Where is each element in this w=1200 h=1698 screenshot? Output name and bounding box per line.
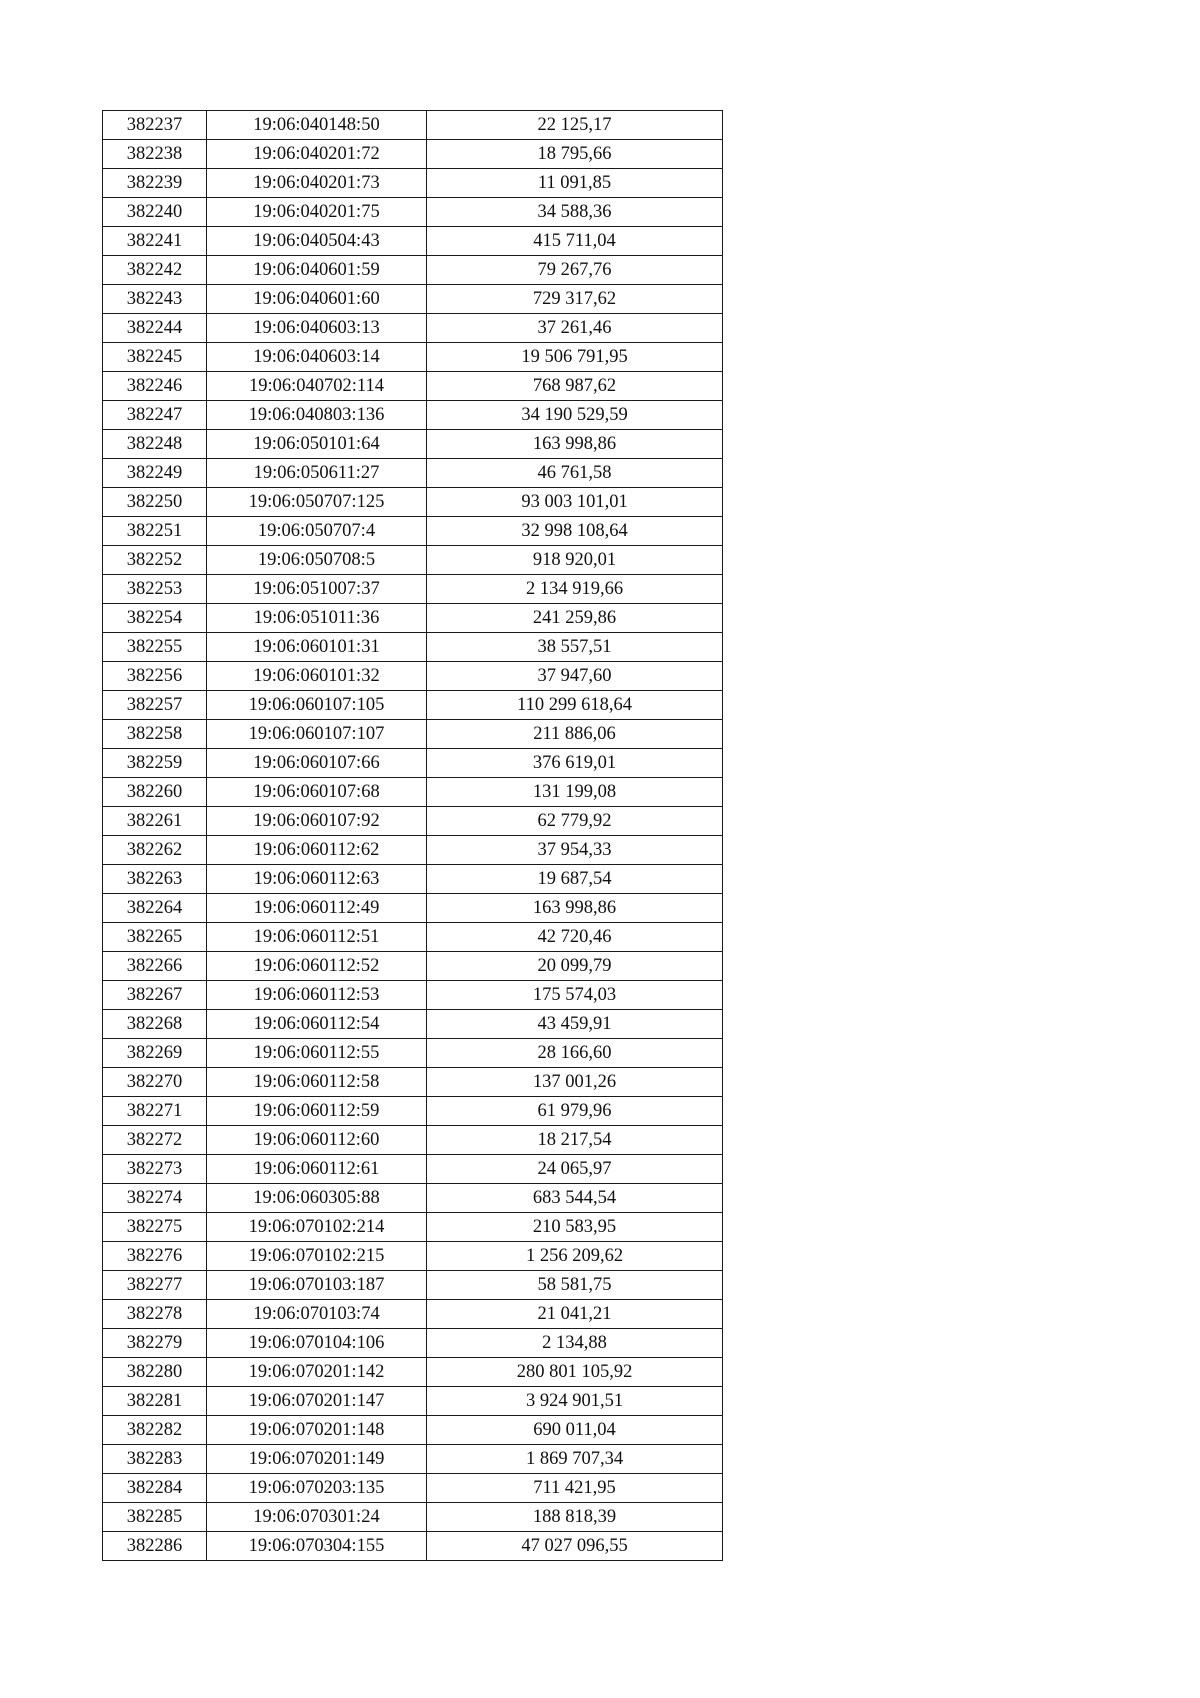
cadastral-number-cell: 19:06:040201:72 bbox=[207, 140, 427, 169]
table-row bbox=[103, 488, 723, 517]
row-number-cell: 382276 bbox=[103, 1242, 207, 1271]
cadastral-value-cell: 683 544,54 bbox=[427, 1184, 723, 1213]
cadastral-value-cell: 46 761,58 bbox=[427, 459, 723, 488]
cadastral-number-cell: 19:06:060112:60 bbox=[207, 1126, 427, 1155]
table-row bbox=[103, 1271, 723, 1300]
cadastral-value-cell: 163 998,86 bbox=[427, 894, 723, 923]
cadastral-number-cell: 19:06:060112:55 bbox=[207, 1039, 427, 1068]
cadastral-number-cell: 19:06:070201:148 bbox=[207, 1416, 427, 1445]
row-number-cell: 382280 bbox=[103, 1358, 207, 1387]
row-number-cell: 382285 bbox=[103, 1503, 207, 1532]
row-number-cell: 382256 bbox=[103, 662, 207, 691]
table-row bbox=[103, 1474, 723, 1503]
row-number-cell: 382238 bbox=[103, 140, 207, 169]
row-number-cell: 382261 bbox=[103, 807, 207, 836]
cadastral-number-cell: 19:06:060112:59 bbox=[207, 1097, 427, 1126]
cadastral-number-cell: 19:06:051011:36 bbox=[207, 604, 427, 633]
row-number-cell: 382270 bbox=[103, 1068, 207, 1097]
table-row bbox=[103, 894, 723, 923]
row-number-cell: 382268 bbox=[103, 1010, 207, 1039]
table-row bbox=[103, 575, 723, 604]
table-row bbox=[103, 952, 723, 981]
cadastral-value-cell: 210 583,95 bbox=[427, 1213, 723, 1242]
table-row bbox=[103, 111, 723, 140]
row-number-cell: 382282 bbox=[103, 1416, 207, 1445]
cadastral-number-cell: 19:06:050707:4 bbox=[207, 517, 427, 546]
cadastral-value-cell: 729 317,62 bbox=[427, 285, 723, 314]
cadastral-number-cell: 19:06:070201:142 bbox=[207, 1358, 427, 1387]
table-row bbox=[103, 662, 723, 691]
table-row bbox=[103, 1242, 723, 1271]
cadastral-number-cell: 19:06:070104:106 bbox=[207, 1329, 427, 1358]
table-row bbox=[103, 923, 723, 952]
cadastral-number-cell: 19:06:040148:50 bbox=[207, 111, 427, 140]
row-number-cell: 382269 bbox=[103, 1039, 207, 1068]
cadastral-number-cell: 19:06:070102:215 bbox=[207, 1242, 427, 1271]
row-number-cell: 382272 bbox=[103, 1126, 207, 1155]
cadastral-number-cell: 19:06:050101:64 bbox=[207, 430, 427, 459]
cadastral-number-cell: 19:06:060112:51 bbox=[207, 923, 427, 952]
table-row bbox=[103, 1039, 723, 1068]
cadastral-value-cell: 11 091,85 bbox=[427, 169, 723, 198]
row-number-cell: 382258 bbox=[103, 720, 207, 749]
row-number-cell: 382241 bbox=[103, 227, 207, 256]
table-row bbox=[103, 1300, 723, 1329]
table-row bbox=[103, 691, 723, 720]
cadastral-number-cell: 19:06:040201:73 bbox=[207, 169, 427, 198]
cadastral-number-cell: 19:06:060101:31 bbox=[207, 633, 427, 662]
cadastral-value-cell: 131 199,08 bbox=[427, 778, 723, 807]
table-row bbox=[103, 256, 723, 285]
cadastral-number-cell: 19:06:060112:63 bbox=[207, 865, 427, 894]
cadastral-number-cell: 19:06:060107:92 bbox=[207, 807, 427, 836]
table-row bbox=[103, 720, 723, 749]
table-row bbox=[103, 1155, 723, 1184]
cadastral-number-cell: 19:06:050708:5 bbox=[207, 546, 427, 575]
table-row bbox=[103, 517, 723, 546]
cadastral-value-cell: 37 261,46 bbox=[427, 314, 723, 343]
table-row bbox=[103, 198, 723, 227]
row-number-cell: 382262 bbox=[103, 836, 207, 865]
table-row bbox=[103, 546, 723, 575]
row-number-cell: 382244 bbox=[103, 314, 207, 343]
table-row bbox=[103, 140, 723, 169]
cadastral-number-cell: 19:06:060112:62 bbox=[207, 836, 427, 865]
cadastral-number-cell: 19:06:070201:147 bbox=[207, 1387, 427, 1416]
table-row bbox=[103, 807, 723, 836]
table-row bbox=[103, 314, 723, 343]
row-number-cell: 382263 bbox=[103, 865, 207, 894]
row-number-cell: 382243 bbox=[103, 285, 207, 314]
row-number-cell: 382274 bbox=[103, 1184, 207, 1213]
cadastral-value-cell: 1 869 707,34 bbox=[427, 1445, 723, 1474]
cadastral-number-cell: 19:06:060107:68 bbox=[207, 778, 427, 807]
table-row bbox=[103, 372, 723, 401]
cadastral-number-cell: 19:06:050611:27 bbox=[207, 459, 427, 488]
cadastral-number-cell: 19:06:060112:49 bbox=[207, 894, 427, 923]
cadastral-value-cell: 110 299 618,64 bbox=[427, 691, 723, 720]
table-row bbox=[103, 1213, 723, 1242]
table-row bbox=[103, 227, 723, 256]
cadastral-value-table bbox=[102, 110, 723, 1561]
cadastral-value-cell: 22 125,17 bbox=[427, 111, 723, 140]
cadastral-value-cell: 18 217,54 bbox=[427, 1126, 723, 1155]
cadastral-value-cell: 2 134,88 bbox=[427, 1329, 723, 1358]
row-number-cell: 382273 bbox=[103, 1155, 207, 1184]
row-number-cell: 382242 bbox=[103, 256, 207, 285]
row-number-cell: 382277 bbox=[103, 1271, 207, 1300]
row-number-cell: 382253 bbox=[103, 575, 207, 604]
cadastral-number-cell: 19:06:040603:13 bbox=[207, 314, 427, 343]
cadastral-value-cell: 137 001,26 bbox=[427, 1068, 723, 1097]
row-number-cell: 382259 bbox=[103, 749, 207, 778]
cadastral-value-cell: 690 011,04 bbox=[427, 1416, 723, 1445]
cadastral-value-cell: 34 588,36 bbox=[427, 198, 723, 227]
row-number-cell: 382255 bbox=[103, 633, 207, 662]
row-number-cell: 382254 bbox=[103, 604, 207, 633]
cadastral-value-cell: 711 421,95 bbox=[427, 1474, 723, 1503]
row-number-cell: 382281 bbox=[103, 1387, 207, 1416]
cadastral-number-cell: 19:06:060112:58 bbox=[207, 1068, 427, 1097]
row-number-cell: 382264 bbox=[103, 894, 207, 923]
cadastral-value-cell: 19 687,54 bbox=[427, 865, 723, 894]
table-row bbox=[103, 285, 723, 314]
cadastral-number-cell: 19:06:060112:61 bbox=[207, 1155, 427, 1184]
row-number-cell: 382250 bbox=[103, 488, 207, 517]
cadastral-value-cell: 24 065,97 bbox=[427, 1155, 723, 1184]
cadastral-value-cell: 19 506 791,95 bbox=[427, 343, 723, 372]
row-number-cell: 382266 bbox=[103, 952, 207, 981]
cadastral-value-cell: 62 779,92 bbox=[427, 807, 723, 836]
cadastral-value-cell: 28 166,60 bbox=[427, 1039, 723, 1068]
table-row bbox=[103, 430, 723, 459]
cadastral-value-cell: 79 267,76 bbox=[427, 256, 723, 285]
cadastral-number-cell: 19:06:070103:187 bbox=[207, 1271, 427, 1300]
cadastral-number-cell: 19:06:060107:66 bbox=[207, 749, 427, 778]
table-row bbox=[103, 1126, 723, 1155]
cadastral-value-cell: 163 998,86 bbox=[427, 430, 723, 459]
cadastral-number-cell: 19:06:060112:53 bbox=[207, 981, 427, 1010]
cadastral-value-cell: 768 987,62 bbox=[427, 372, 723, 401]
cadastral-value-cell: 58 581,75 bbox=[427, 1271, 723, 1300]
table-row bbox=[103, 836, 723, 865]
row-number-cell: 382265 bbox=[103, 923, 207, 952]
cadastral-value-cell: 34 190 529,59 bbox=[427, 401, 723, 430]
row-number-cell: 382245 bbox=[103, 343, 207, 372]
cadastral-value-cell: 2 134 919,66 bbox=[427, 575, 723, 604]
row-number-cell: 382283 bbox=[103, 1445, 207, 1474]
cadastral-value-cell: 175 574,03 bbox=[427, 981, 723, 1010]
row-number-cell: 382252 bbox=[103, 546, 207, 575]
row-number-cell: 382246 bbox=[103, 372, 207, 401]
row-number-cell: 382275 bbox=[103, 1213, 207, 1242]
cadastral-value-cell: 42 720,46 bbox=[427, 923, 723, 952]
cadastral-number-cell: 19:06:060112:54 bbox=[207, 1010, 427, 1039]
table-row bbox=[103, 401, 723, 430]
table-row bbox=[103, 1387, 723, 1416]
cadastral-value-cell: 376 619,01 bbox=[427, 749, 723, 778]
table-row bbox=[103, 604, 723, 633]
table-row bbox=[103, 169, 723, 198]
row-number-cell: 382284 bbox=[103, 1474, 207, 1503]
table-row bbox=[103, 1010, 723, 1039]
row-number-cell: 382251 bbox=[103, 517, 207, 546]
cadastral-value-cell: 211 886,06 bbox=[427, 720, 723, 749]
cadastral-number-cell: 19:06:040702:114 bbox=[207, 372, 427, 401]
table-row bbox=[103, 1532, 723, 1561]
cadastral-number-cell: 19:06:070203:135 bbox=[207, 1474, 427, 1503]
cadastral-value-cell: 37 954,33 bbox=[427, 836, 723, 865]
cadastral-value-cell: 18 795,66 bbox=[427, 140, 723, 169]
row-number-cell: 382237 bbox=[103, 111, 207, 140]
table-row bbox=[103, 1503, 723, 1532]
table-row bbox=[103, 1184, 723, 1213]
row-number-cell: 382271 bbox=[103, 1097, 207, 1126]
cadastral-number-cell: 19:06:060101:32 bbox=[207, 662, 427, 691]
cadastral-value-cell: 21 041,21 bbox=[427, 1300, 723, 1329]
cadastral-value-cell: 61 979,96 bbox=[427, 1097, 723, 1126]
cadastral-value-cell: 32 998 108,64 bbox=[427, 517, 723, 546]
cadastral-number-cell: 19:06:070103:74 bbox=[207, 1300, 427, 1329]
cadastral-number-cell: 19:06:060107:107 bbox=[207, 720, 427, 749]
cadastral-value-cell: 37 947,60 bbox=[427, 662, 723, 691]
cadastral-value-cell: 415 711,04 bbox=[427, 227, 723, 256]
cadastral-value-cell: 188 818,39 bbox=[427, 1503, 723, 1532]
cadastral-value-cell: 20 099,79 bbox=[427, 952, 723, 981]
cadastral-value-cell: 93 003 101,01 bbox=[427, 488, 723, 517]
row-number-cell: 382260 bbox=[103, 778, 207, 807]
table-row bbox=[103, 1068, 723, 1097]
table-row bbox=[103, 459, 723, 488]
table-row bbox=[103, 1416, 723, 1445]
cadastral-number-cell: 19:06:050707:125 bbox=[207, 488, 427, 517]
row-number-cell: 382257 bbox=[103, 691, 207, 720]
cadastral-number-cell: 19:06:070304:155 bbox=[207, 1532, 427, 1561]
table-row bbox=[103, 1329, 723, 1358]
cadastral-number-cell: 19:06:070201:149 bbox=[207, 1445, 427, 1474]
table-row bbox=[103, 633, 723, 662]
row-number-cell: 382267 bbox=[103, 981, 207, 1010]
table-row bbox=[103, 865, 723, 894]
table-row bbox=[103, 1445, 723, 1474]
cadastral-value-cell: 43 459,91 bbox=[427, 1010, 723, 1039]
cadastral-value-cell: 3 924 901,51 bbox=[427, 1387, 723, 1416]
cadastral-number-cell: 19:06:060112:52 bbox=[207, 952, 427, 981]
row-number-cell: 382247 bbox=[103, 401, 207, 430]
cadastral-number-cell: 19:06:070301:24 bbox=[207, 1503, 427, 1532]
table-row bbox=[103, 1358, 723, 1387]
cadastral-number-cell: 19:06:040601:60 bbox=[207, 285, 427, 314]
cadastral-value-cell: 241 259,86 bbox=[427, 604, 723, 633]
table-row bbox=[103, 1097, 723, 1126]
cadastral-number-cell: 19:06:040504:43 bbox=[207, 227, 427, 256]
row-number-cell: 382279 bbox=[103, 1329, 207, 1358]
cadastral-number-cell: 19:06:070102:214 bbox=[207, 1213, 427, 1242]
cadastral-number-cell: 19:06:060305:88 bbox=[207, 1184, 427, 1213]
table-row bbox=[103, 981, 723, 1010]
table-row bbox=[103, 343, 723, 372]
cadastral-number-cell: 19:06:051007:37 bbox=[207, 575, 427, 604]
row-number-cell: 382240 bbox=[103, 198, 207, 227]
cadastral-value-cell: 1 256 209,62 bbox=[427, 1242, 723, 1271]
cadastral-number-cell: 19:06:040201:75 bbox=[207, 198, 427, 227]
cadastral-value-cell: 918 920,01 bbox=[427, 546, 723, 575]
row-number-cell: 382249 bbox=[103, 459, 207, 488]
row-number-cell: 382278 bbox=[103, 1300, 207, 1329]
cadastral-number-cell: 19:06:040803:136 bbox=[207, 401, 427, 430]
table-body bbox=[103, 111, 723, 1561]
row-number-cell: 382286 bbox=[103, 1532, 207, 1561]
cadastral-value-cell: 280 801 105,92 bbox=[427, 1358, 723, 1387]
table-row bbox=[103, 778, 723, 807]
cadastral-number-cell: 19:06:040603:14 bbox=[207, 343, 427, 372]
cadastral-value-cell: 47 027 096,55 bbox=[427, 1532, 723, 1561]
cadastral-number-cell: 19:06:060107:105 bbox=[207, 691, 427, 720]
cadastral-number-cell: 19:06:040601:59 bbox=[207, 256, 427, 285]
row-number-cell: 382248 bbox=[103, 430, 207, 459]
row-number-cell: 382239 bbox=[103, 169, 207, 198]
cadastral-value-cell: 38 557,51 bbox=[427, 633, 723, 662]
table-row bbox=[103, 749, 723, 778]
